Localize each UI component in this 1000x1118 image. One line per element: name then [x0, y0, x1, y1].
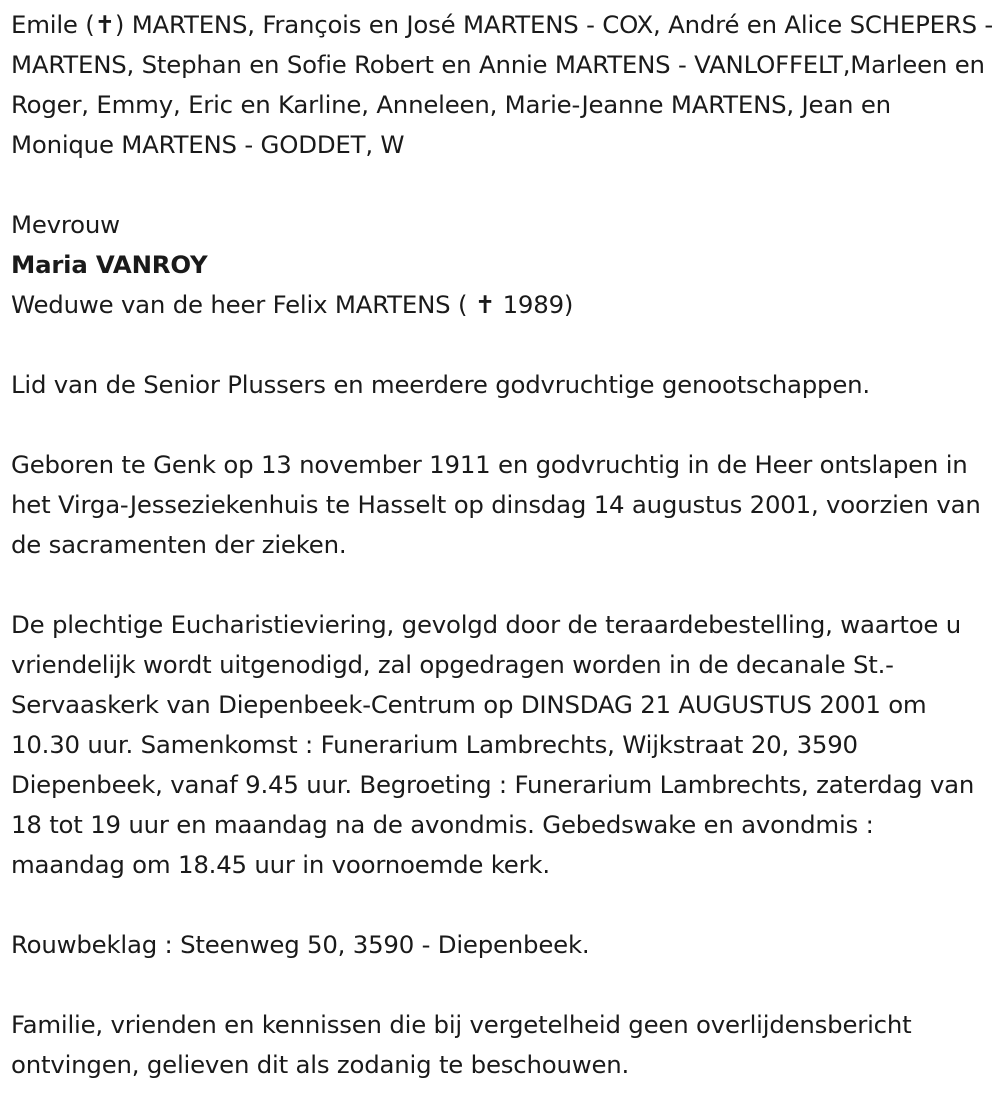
membership-text: Lid van de Senior Plussers en meerdere godvruchtige genootschappen. [11, 370, 870, 399]
condolence-address: Rouwbeklag : Steenweg 50, 3590 - Diepenbeek. [11, 930, 590, 959]
birth-death-text: Geboren te Genk op 13 november 1911 en godvruchtig in de Heer ontslapen in het Virga-Jesseziekenhuis te Hasselt op dinsdag 14 augustus 2001, voorzien van de sacramenten der zieken. [11, 450, 981, 559]
deceased-relation: Weduwe van de heer Felix MARTENS ( ✝ 1989) [11, 290, 574, 319]
deceased-salutation: Mevrouw [11, 210, 120, 239]
deceased-name: Maria VANROY [11, 250, 208, 279]
ceremony-text: De plechtige Eucharistieviering, gevolgd door de teraardebestelling, waartoe u vriendelijk wordt uitgenodigd, zal opgedragen worden in de decanale St.-Servaaskerk van Diepenbeek-Centrum op DINSDAG 21 AUGUSTUS 2001 om 10.30 uur. Samenkomst : Funerarium Lambrechts, Wijkstraat 20, 3590 Diepenbeek, vanaf 9.45 uur. Begroeting : Funerarium Lambrechts, zaterdag van 18 tot 19 uur en maandag na de avondmis. Gebedswake en avondmis : maandag om 18.45 uur in voornoemde kerk. [11, 610, 975, 879]
obituary-notice [11, 5, 993, 1085]
family-list: Emile (✝) MARTENS, François en José MARTENS - COX, André en Alice SCHEPERS - MARTENS, Stephan en Sofie Robert en Annie MARTENS - VANLOFFELT,Marleen en Roger, Emmy, Eric en Karline, Anneleen, Marie-Jeanne MARTENS, Jean en Monique MARTENS - GODDET, W [11, 10, 994, 159]
closing-note: Familie, vrienden en kennissen die bij vergetelheid geen overlijdensbericht ontvingen, gelieven dit als zodanig te beschouwen. [11, 1010, 912, 1079]
